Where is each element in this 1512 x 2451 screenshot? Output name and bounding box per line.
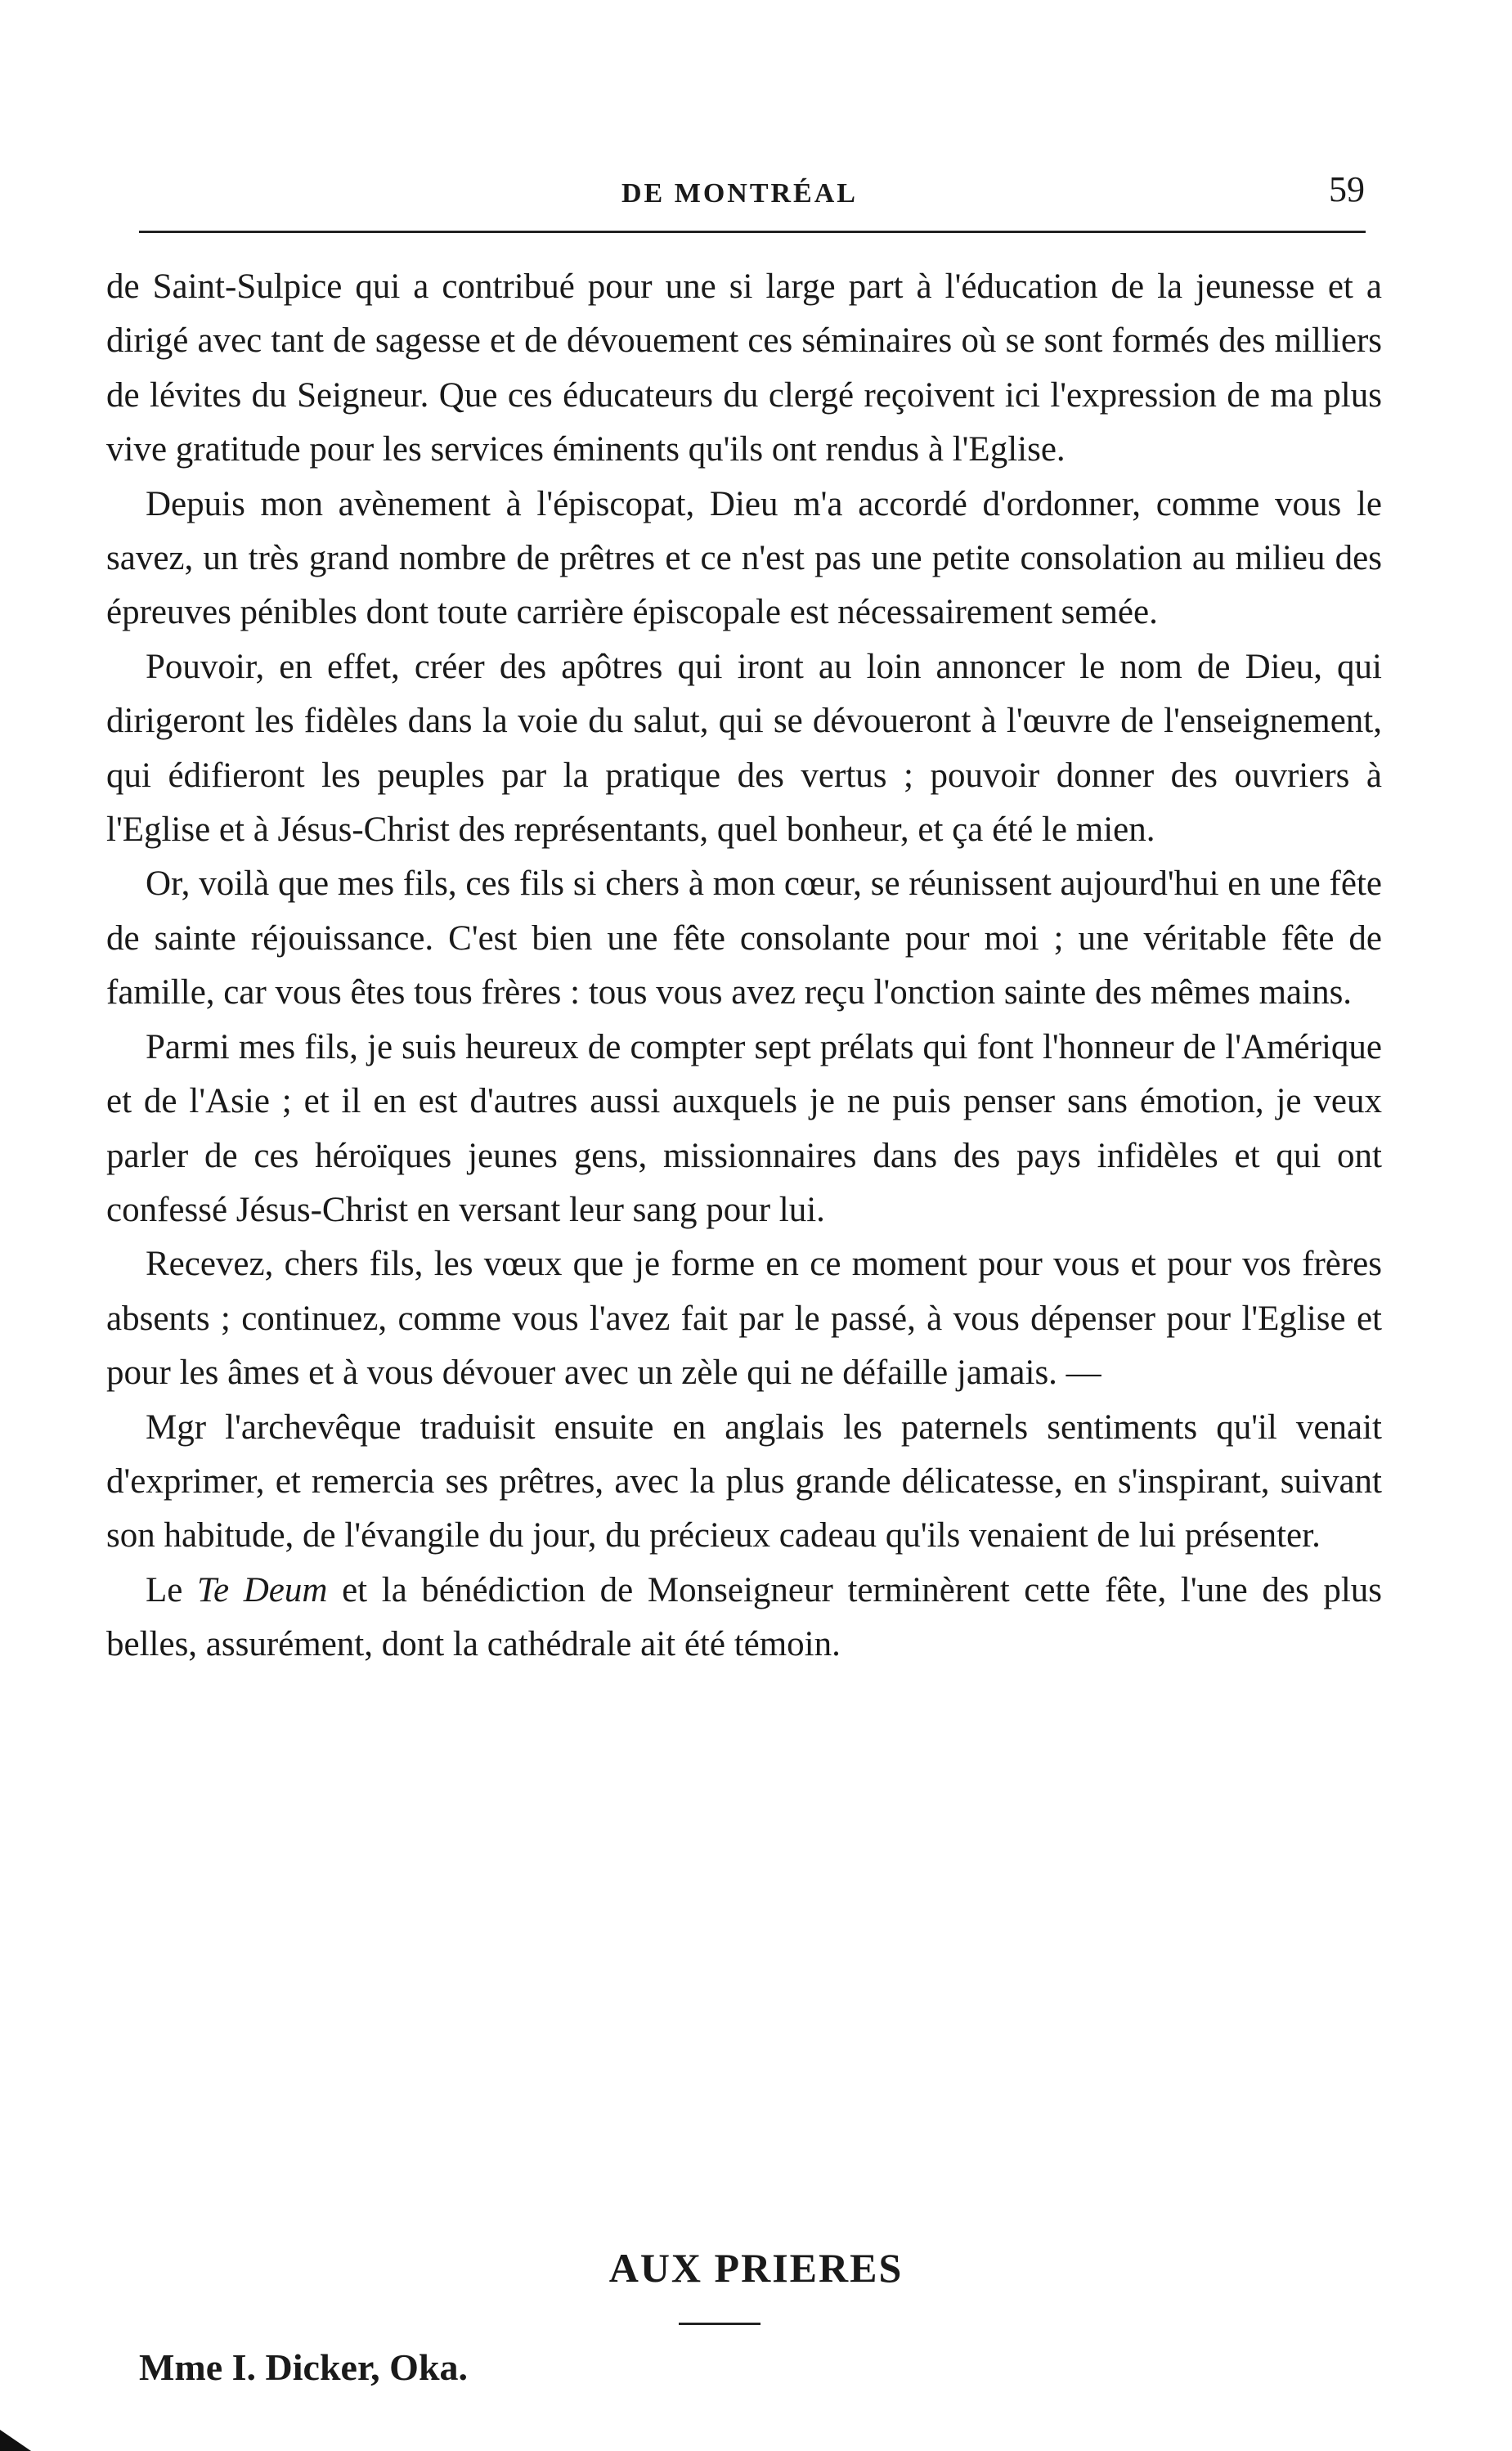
closing-suffix: et la bénédiction de Monseigneur terminèrent cette fête, l'une des plus belles, assurément, dont la cathédrale ait été témoin. [106, 1570, 1383, 1664]
scan-corner-mark [0, 2430, 31, 2451]
paragraph-8 [106, 1564, 1382, 1672]
prayer-entry: Mme I. Dicker, Oka. [139, 2346, 469, 2388]
te-deum-italic: Te Deum [197, 1570, 328, 1609]
section-title: AUX PRIERES [608, 2245, 904, 2291]
page-number: 59 [1329, 169, 1365, 209]
paragraph-6: Recevez, chers fils, les vœux que je forme en ce moment pour vous et pour vos frères absents ; continuez, comme vous l'avez fait par le passé, à vous dépenser pour l'Eglise et pour les âmes et à vous dévouer avec un zèle qui ne défaille jamais. — [106, 1245, 1382, 1393]
paragraph-7: Mgr l'archevêque traduisit ensuite en anglais les paternels sentiments qu'il venait d'exprimer, et remercia ses prêtres, avec la plus grande délicatesse, en s'inspirant, suivant son habitude, de l'évangile du jour, du précieux cadeau qu'ils venaient de lui présenter. [106, 1407, 1382, 1555]
paragraph-1: de Saint-Sulpice qui a contribué pour une si large part à l'éducation de la jeunesse et a dirigé avec tant de sagesse et de dévouement ces séminaires où se sont formés des milliers de lévites du Seigneur. Que ces éducateurs du clergé reçoivent ici l'expression de ma plus vive gratitude pour les services éminents qu'ils ont rendus à l'Eglise. [106, 267, 1382, 469]
section-rule [679, 2323, 760, 2325]
body-text [106, 260, 1382, 1672]
running-title: DE MONTRÉAL [621, 178, 858, 209]
paragraph-5: Parmi mes fils, je suis heureux de compter sept prélats qui font l'honneur de l'Amérique et de l'Asie ; et il en est d'autres aussi auxquels je ne puis penser sans émotion, je veux parler de ces héroïques jeunes gens, missionnaires dans des pays infidèles et qui ont confessé Jésus-Christ en versant leur sang pour lui. [106, 1027, 1382, 1229]
closing-prefix: Le [146, 1570, 198, 1609]
header-rule [139, 231, 1366, 233]
paragraph-4: Or, voilà que mes fils, ces fils si chers à mon cœur, se réunissent aujourd'hui en une fête de sainte réjouissance. C'est bien une fête consolante pour moi ; une véritable fête de famille, car vous êtes tous frères : tous vous avez reçu l'onction sainte des mêmes mains. [106, 864, 1382, 1012]
paragraph-3: Pouvoir, en effet, créer des apôtres qui iront au loin annoncer le nom de Dieu, qui dirigeront les fidèles dans la voie du salut, qui se dévoueront à l'œuvre de l'enseignement, qui édifieront les peuples par la pratique des vertus ; pouvoir donner des ouvriers à l'Eglise et à Jésus-Christ des représentants, quel bonheur, et ça été le mien. [106, 647, 1382, 850]
paragraph-2: Depuis mon avènement à l'épiscopat, Dieu m'a accordé d'ordonner, comme vous le savez, un très grand nombre de prêtres et ce n'est pas une petite consolation au milieu des épreuves pénibles dont toute carrière épiscopale est nécessairement semée. [106, 484, 1382, 632]
